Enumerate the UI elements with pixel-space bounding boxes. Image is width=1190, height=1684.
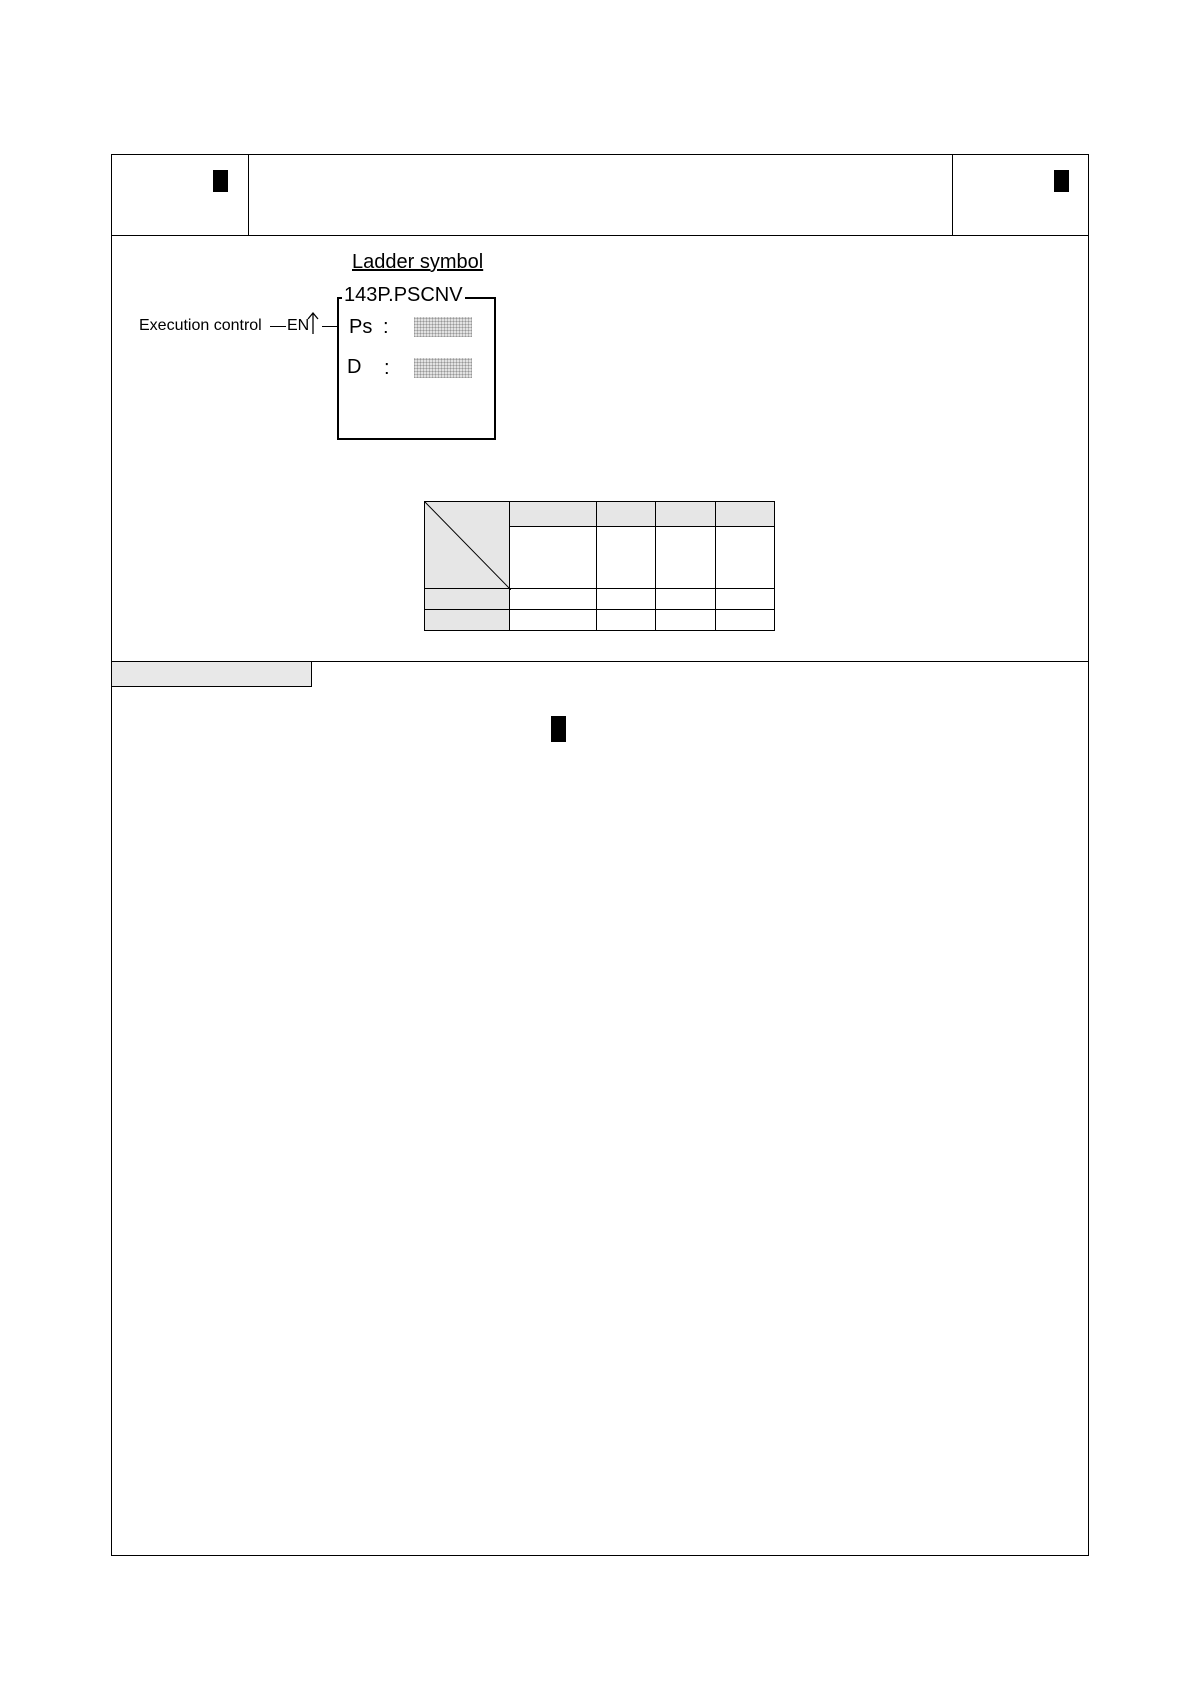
table-corner-cell <box>425 502 510 589</box>
corner-diagonal <box>425 502 511 590</box>
table-header-cell <box>597 502 656 527</box>
table-subheader-cell <box>716 527 775 589</box>
table-subheader-cell <box>510 527 597 589</box>
table-row <box>425 589 775 610</box>
header-left-divider <box>248 154 249 235</box>
instruction-name: 143P.PSCNV <box>344 284 463 306</box>
rising-edge-arrow-icon <box>306 310 320 336</box>
ladder-symbol-heading: Ladder symbol <box>352 251 484 273</box>
en-connector-wire <box>322 326 337 327</box>
operand-ps-separator: : <box>383 316 389 338</box>
table-header-cell <box>716 502 775 527</box>
operand-ps-field <box>414 317 472 337</box>
section-tab-label <box>111 661 312 687</box>
device-table <box>424 501 775 631</box>
page-frame <box>111 154 1089 1556</box>
execution-wire <box>270 326 286 327</box>
operand-d-field <box>414 358 472 378</box>
redacted-mark-body <box>551 716 566 742</box>
redacted-mark-left <box>213 170 228 192</box>
table-subheader-cell <box>656 527 716 589</box>
table-header-cell <box>656 502 716 527</box>
operand-ps-label: Ps <box>349 316 373 338</box>
en-input-label: EN <box>287 317 310 334</box>
header-right-divider <box>952 154 953 235</box>
table-row-header <box>425 610 510 631</box>
table-header-cell <box>510 502 597 527</box>
table-row-header <box>425 589 510 610</box>
operand-d-label: D <box>347 356 362 378</box>
operand-d-separator: : <box>384 357 390 379</box>
table-row <box>425 610 775 631</box>
table-subheader-cell <box>597 527 656 589</box>
execution-control-label: Execution control <box>139 317 262 334</box>
header-bottom-rule <box>111 235 1089 236</box>
redacted-mark-right <box>1054 170 1069 192</box>
